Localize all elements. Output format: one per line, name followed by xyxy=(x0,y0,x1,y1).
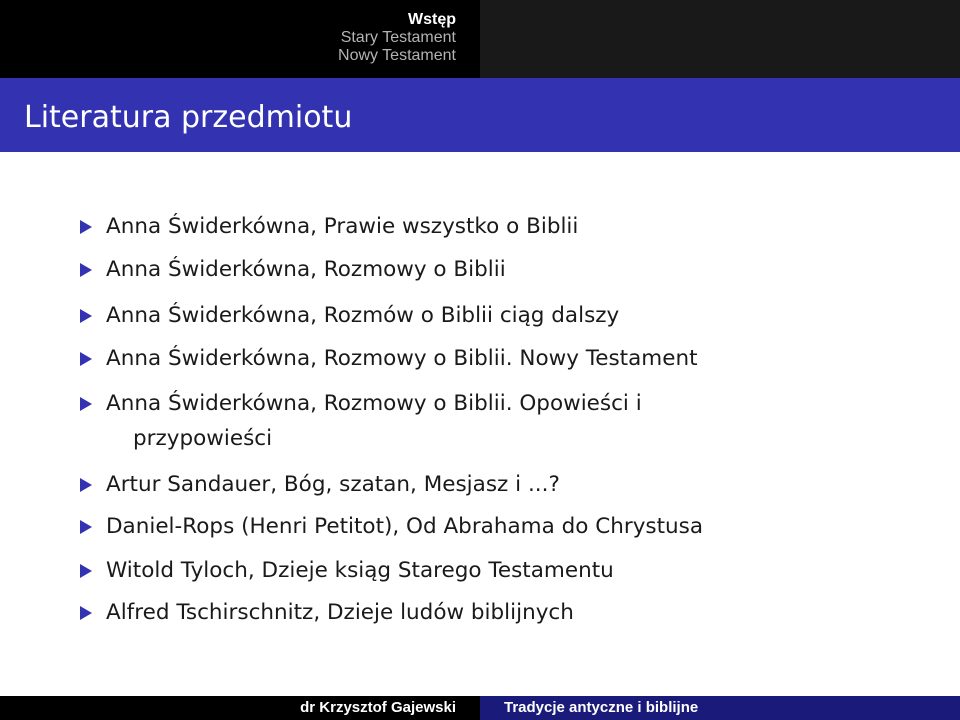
list-item-text: Daniel-Rops (Henri Petitot), Od Abrahama do Chrystusa xyxy=(106,514,704,539)
list-item xyxy=(106,598,574,628)
list-item xyxy=(106,470,560,500)
list-item xyxy=(106,344,698,374)
footline-left xyxy=(0,696,480,720)
triangle-bullet-icon xyxy=(80,352,92,366)
headline-right xyxy=(480,0,960,78)
triangle-bullet-icon xyxy=(80,397,92,411)
list-item-text: Artur Sandauer, Bóg, szatan, Mesjasz i ...? xyxy=(106,472,560,497)
triangle-bullet-icon xyxy=(80,309,92,323)
triangle-bullet-icon xyxy=(80,564,92,578)
list-item xyxy=(106,255,506,285)
frame-title-bar xyxy=(0,78,960,152)
list-item xyxy=(106,212,578,242)
list-item xyxy=(106,556,614,586)
triangle-bullet-icon xyxy=(80,606,92,620)
footer-author: dr Krzysztof Gajewski xyxy=(300,699,456,716)
headline-bar xyxy=(0,0,960,78)
triangle-bullet-icon xyxy=(80,263,92,277)
list-item xyxy=(106,389,642,419)
list-item-continuation: przypowieści xyxy=(133,426,273,451)
nav-section-nowy-testament[interactable]: Nowy Testament xyxy=(338,47,456,64)
footline-right xyxy=(480,696,960,720)
list-item-text: Anna Świderkówna, Prawie wszystko o Biblii xyxy=(106,214,579,239)
list-item-text: Anna Świderkówna, Rozmowy o Biblii xyxy=(106,257,506,282)
list-item-text: Anna Świderkówna, Rozmowy o Biblii. Nowy Testament xyxy=(106,346,698,371)
headline-left xyxy=(0,0,480,78)
list-item-text: Anna Świderkówna, Rozmowy o Biblii. Opowieści i xyxy=(106,391,642,416)
list-item xyxy=(106,301,619,331)
triangle-bullet-icon xyxy=(80,520,92,534)
nav-section-wstep[interactable]: Wstęp xyxy=(408,11,456,28)
list-item-text: Witold Tyloch, Dzieje ksiąg Starego Testamentu xyxy=(106,558,614,583)
triangle-bullet-icon xyxy=(80,478,92,492)
list-item-text: Anna Świderkówna, Rozmów o Biblii ciąg dalszy xyxy=(106,303,620,328)
frame-title: Literatura przedmiotu xyxy=(24,100,353,135)
triangle-bullet-icon xyxy=(80,220,92,234)
nav-section-stary-testament[interactable]: Stary Testament xyxy=(340,29,456,46)
list-item-text: Alfred Tschirschnitz, Dzieje ludów biblijnych xyxy=(106,600,574,625)
footline xyxy=(0,696,960,720)
footer-title: Tradycje antyczne i biblijne xyxy=(504,699,699,716)
list-item xyxy=(106,512,703,542)
